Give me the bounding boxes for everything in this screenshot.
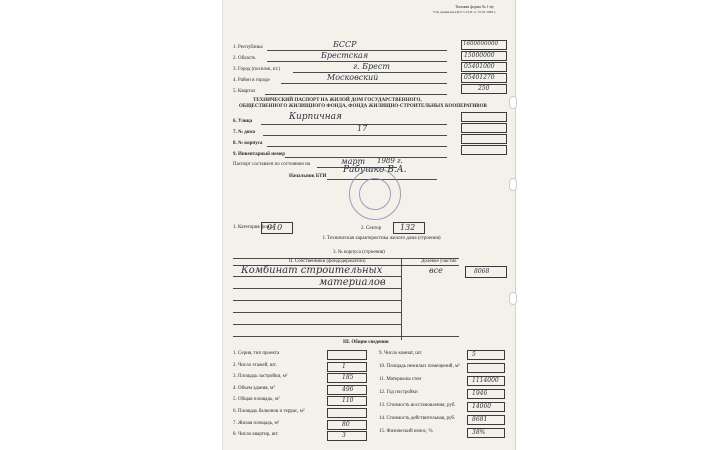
passport-month: март <box>341 157 366 166</box>
general-left-box <box>327 431 367 441</box>
general-left-box <box>327 408 367 418</box>
general-right-box <box>467 428 505 438</box>
passport-title-line2: ОБЩЕСТВЕННОГО ЖИЛИЩНОГО ФОНДА, ФОНДА ЖИЛИЩНО-СТРОИТЕЛЬНЫХ КООПЕРАТИВОВ <box>239 104 487 109</box>
punch-hole <box>509 292 517 305</box>
general-left-label: 7. Жилая площадь, м² <box>233 420 280 426</box>
form-number: Типовая форма № 1-ву <box>455 4 494 9</box>
region-code-box: 1600000000 <box>461 40 507 50</box>
share-col-header: Долевое участие <box>421 259 457 264</box>
field-value-republic: БССР <box>333 40 357 49</box>
field-label-quarter: 5. Квартал <box>233 89 256 94</box>
official-seal <box>349 168 401 220</box>
punch-hole <box>509 178 517 191</box>
field-value-oblast: Брестская <box>321 51 369 60</box>
apartment-code-box: 250 <box>461 84 507 94</box>
general-left-value: 1 <box>342 362 346 370</box>
general-left-value: 185 <box>342 374 354 382</box>
general-right-value: 38% <box>472 429 486 436</box>
field-value-district: Московский <box>327 73 379 82</box>
oblast-code-box: 15000000 <box>461 51 507 61</box>
passport-year: 1989 г. <box>377 157 403 165</box>
section1-title: I. Техническая характеристика жилого дома (строения) <box>323 236 441 241</box>
field-label-district: 4. Район в городе <box>233 78 270 83</box>
field-line <box>263 135 447 136</box>
table-line <box>233 336 459 337</box>
field-line <box>265 94 447 95</box>
table-line <box>233 300 401 301</box>
bti-signature: Рабушко В.А. <box>343 165 407 175</box>
code-box <box>461 145 507 155</box>
general-right-value: 5 <box>472 351 476 358</box>
general-right-box <box>467 389 505 399</box>
owners-col-header: II. Собственники (фондодержатели) <box>289 259 366 264</box>
code-box <box>461 123 507 133</box>
field-label-city: 3. Город (поселок, кт.) <box>233 67 281 72</box>
section3-title: III. Общие сведения <box>343 340 389 345</box>
general-right-label: 12. Год постройки <box>379 390 418 395</box>
general-right-label: 10. Площадь нежилых помещений, м² <box>379 364 460 369</box>
field-line <box>285 157 447 158</box>
field-label-inventory: 9. Инвентарный номер <box>233 152 285 157</box>
general-right-value: 8681 <box>472 416 488 423</box>
code-box <box>461 112 507 122</box>
district-code-box: 05401270 <box>461 73 507 83</box>
field-label-house: 7. № дома <box>233 130 256 135</box>
table-line <box>233 324 401 325</box>
field-line <box>267 146 447 147</box>
general-right-label: 9. Число комнат, шт. <box>379 351 423 356</box>
field-line <box>261 124 447 125</box>
general-left-value: 3 <box>342 432 346 440</box>
sector-label: 2. Сектор <box>361 226 382 231</box>
passport-title-line1: ТЕХНИЧЕСКИЙ ПАСПОРТ НА ЖИЛОЙ ДОМ ГОСУДАРСТВЕННОГО, <box>253 98 422 103</box>
category-box: 010 <box>261 222 293 234</box>
passport-date-label: Паспорт составлен по состоянию на <box>233 162 311 167</box>
general-right-value: 1114000 <box>472 377 499 384</box>
general-left-box <box>327 350 367 360</box>
general-right-value: 14060 <box>472 403 492 410</box>
table-line <box>233 312 401 313</box>
general-left-box <box>327 420 367 430</box>
general-right-box <box>467 402 505 412</box>
general-right-box <box>467 363 505 373</box>
general-right-value: 1946 <box>472 390 488 397</box>
general-left-value: 496 <box>342 385 354 393</box>
general-left-box <box>327 385 367 395</box>
general-right-label: 15. Физический износ, % <box>379 429 433 434</box>
field-value-city: г. Брест <box>353 62 390 71</box>
punch-hole <box>509 96 517 109</box>
general-right-label: 13. Стоимость восстановления, руб. <box>379 403 456 408</box>
category-label: 1. Категория фонда <box>233 225 275 230</box>
form-approval: Утв. приказом ЦСУ СССР от 15.VI.1965 г. <box>433 10 497 14</box>
owner-code-box: 8068 <box>465 266 507 278</box>
corpus-label: 3. № корпуса (строения) <box>333 250 385 255</box>
general-left-box <box>327 373 367 383</box>
field-label-corpus: 8. № корпуса <box>233 141 263 146</box>
general-left-value: 110 <box>342 397 354 405</box>
general-right-label: 14. Стоимость действительная, руб. <box>379 416 456 421</box>
general-right-label: 11. Материалы стен <box>379 377 422 382</box>
field-value-street: Кирпичная <box>289 112 342 122</box>
table-divider <box>401 258 402 340</box>
code-box <box>461 134 507 144</box>
general-left-label: 5. Общая площадь, м² <box>233 397 280 403</box>
field-label-street: 6. Улица <box>233 119 253 124</box>
bti-label: Начальник БТИ <box>289 174 327 179</box>
general-left-value: 80 <box>342 420 350 428</box>
field-label-oblast: 2. Область <box>233 56 256 61</box>
general-left-label: 6. Площадь балконов и террас, м² <box>233 409 305 414</box>
general-left-box <box>327 396 367 406</box>
owner-name-line2: материалов <box>319 277 386 288</box>
general-left-label: 4. Объем здания, м³ <box>233 385 275 391</box>
general-left-box <box>327 362 367 372</box>
general-left-label: 3. Площадь застройки, м² <box>233 374 288 380</box>
field-label-republic: 1. Республика <box>233 45 263 50</box>
owner-share: все <box>429 266 443 275</box>
general-right-box <box>467 415 505 425</box>
general-right-box <box>467 376 505 386</box>
owner-name-line1: Комбинат строительных <box>241 265 383 276</box>
general-right-box <box>467 350 505 360</box>
general-left-label: 2. Число этажей, шт. <box>233 362 277 368</box>
general-left-label: 8. Число квартир, шт. <box>233 432 279 438</box>
sector-box: 132 <box>393 222 425 234</box>
city-code-box: 05401000 <box>461 62 507 72</box>
general-left-label: 1. Серия, тип проекта <box>233 351 280 356</box>
field-line <box>281 83 447 84</box>
field-value-house: 17 <box>357 124 368 133</box>
passport-sheet <box>222 0 516 450</box>
table-line <box>233 288 401 289</box>
